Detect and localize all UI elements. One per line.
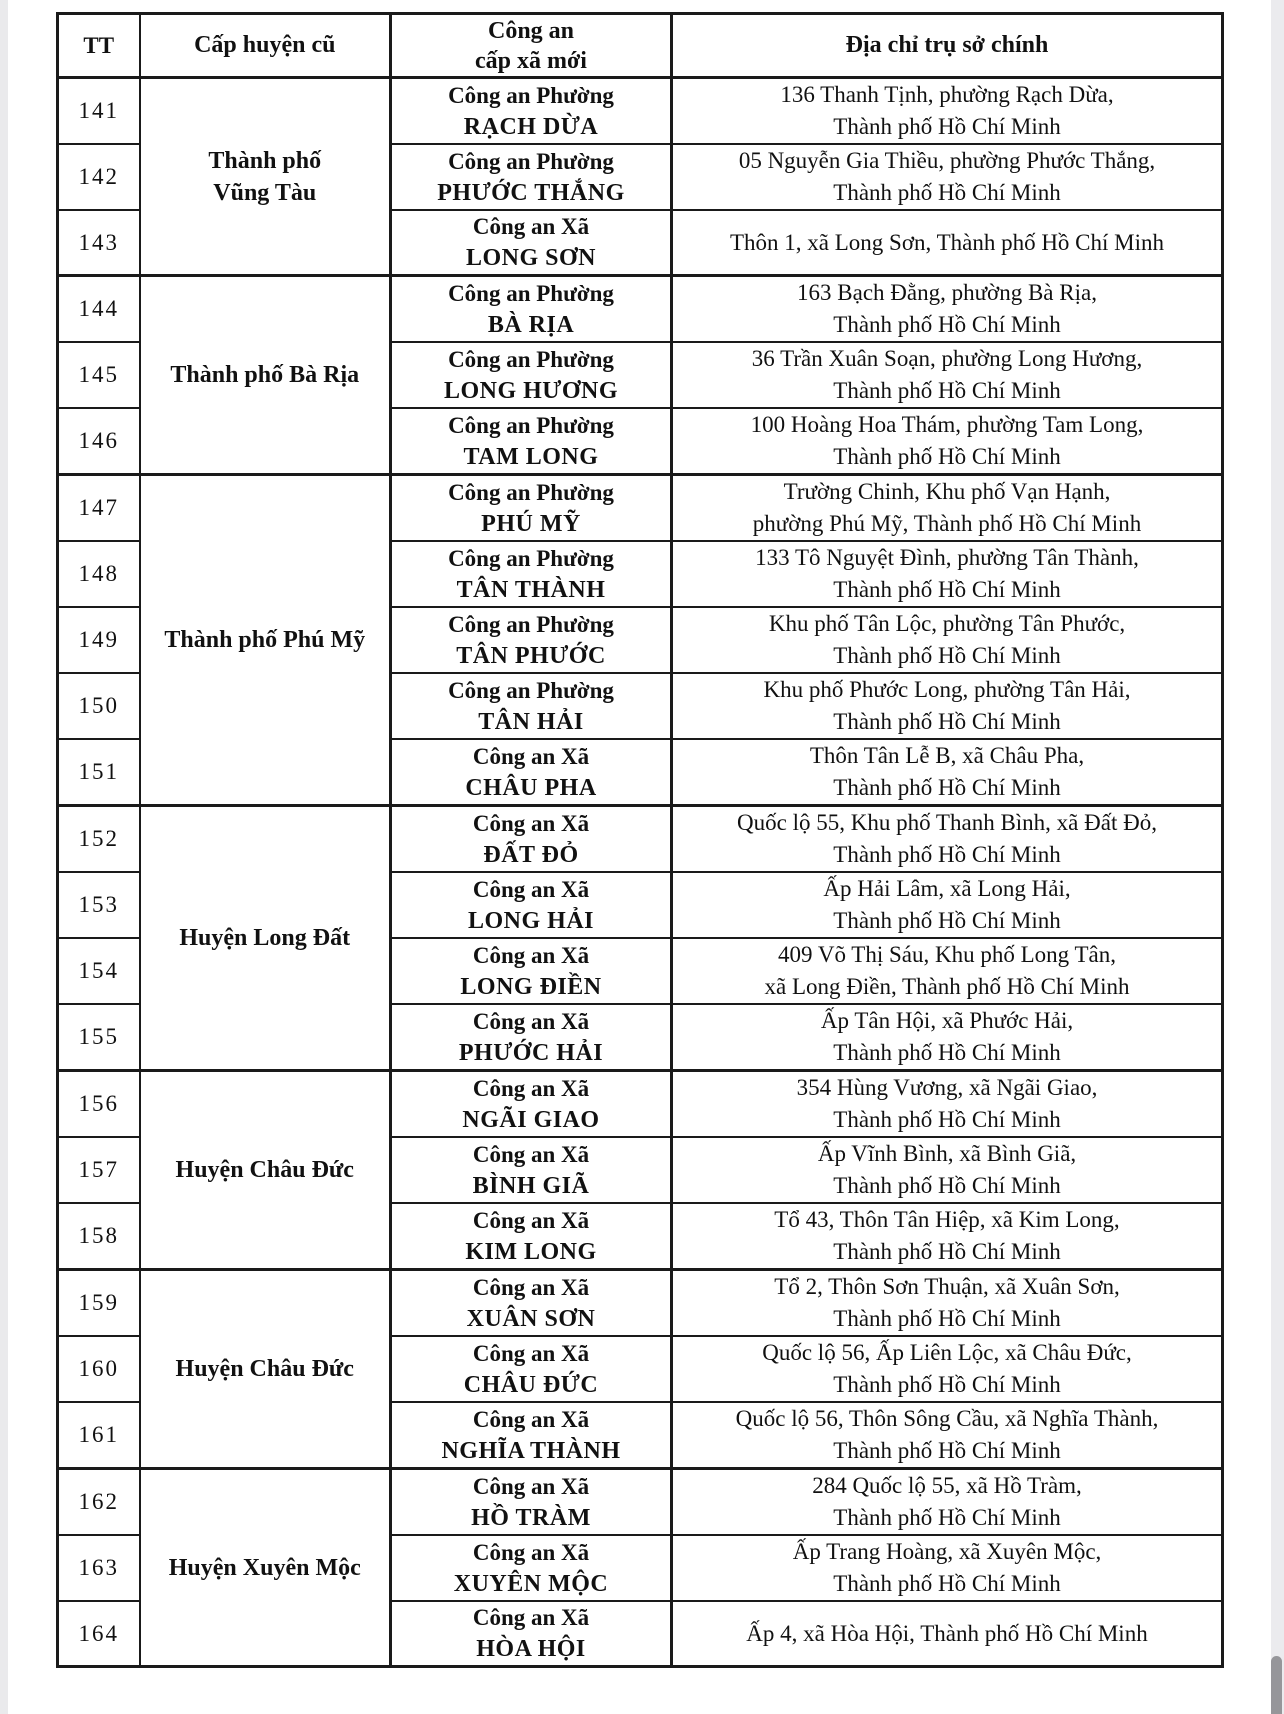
table-container [56,12,1224,1668]
address-cell [672,806,1223,873]
district-cell [140,1469,391,1667]
address-line: Tổ 2, Thôn Sơn Thuận, xã Xuân Sơn, [774,1274,1120,1299]
district-label: Huyện Xuyên Mộc [168,1554,361,1581]
address-line: phường Phú Mỹ, Thành phố Hồ Chí Minh [752,511,1142,536]
unit-type-label: Công an Phường [448,82,614,108]
unit-cell [391,1535,672,1601]
unit-type-label: Công an Xã [472,810,590,836]
unit-name-label: CHÂU ĐỨC [463,1371,599,1398]
unit-type-label: Công an Xã [472,1008,590,1034]
unit-name-label: LONG ĐIỀN [460,973,602,1000]
address-line: 354 Hùng Vương, xã Ngãi Giao, [796,1075,1098,1100]
unit-cell [391,210,672,276]
tt-cell [58,144,140,210]
address-line: Quốc lộ 56, Thôn Sông Cầu, xã Nghĩa Thành, [735,1406,1159,1431]
address-line: Thành phố Hồ Chí Minh [833,114,1061,139]
unit-name-label: TÂN PHƯỚC [456,642,606,669]
address-line: Ấp Vĩnh Bình, xã Bình Giã, [817,1141,1077,1166]
unit-type-label: Công an Xã [472,1406,590,1432]
district-label: Vũng Tàu [213,179,317,206]
address-line: Thành phố Hồ Chí Minh [833,1306,1061,1331]
address-line: Thành phố Hồ Chí Minh [833,1173,1061,1198]
address-line: Thành phố Hồ Chí Minh [833,775,1061,800]
unit-name-label: LONG SƠN [465,245,597,271]
row-number: 150 [78,693,119,718]
district-label: Huyện Châu Đức [175,1157,354,1183]
unit-name-label: ĐẤT ĐỎ [483,841,579,868]
row-number: 158 [78,1223,119,1248]
row-number: 153 [78,892,119,917]
header-cell-unit [391,14,672,78]
address-line: xã Long Điền, Thành phố Hồ Chí Minh [764,974,1130,999]
tt-cell [58,1270,140,1337]
unit-type-label: Công an Phường [448,346,614,372]
row-number: 163 [78,1555,119,1580]
unit-name-label: HÒA HỘI [476,1636,586,1662]
unit-cell [391,408,672,475]
tt-cell [58,1469,140,1536]
address-cell [672,739,1223,806]
unit-name-label: TÂN THÀNH [456,576,606,603]
address-cell [672,938,1223,1004]
unit-type-label: Công an Xã [472,1605,590,1630]
row-number: 148 [78,561,119,586]
address-line: Ấp Trang Hoàng, xã Xuyên Mộc, [792,1539,1102,1564]
district-cell [140,806,391,1071]
address-cell [672,607,1223,673]
tt-cell [58,78,140,145]
table-row [58,1469,1223,1536]
address-cell [672,342,1223,408]
tt-cell [58,872,140,938]
address-cell [672,1336,1223,1402]
row-number: 151 [78,759,119,784]
table-row [58,806,1223,873]
address-cell [672,1469,1223,1536]
unit-type-label: Công an Xã [472,743,590,769]
district-label: Thành phố Bà Rịa [170,362,360,388]
row-number: 145 [78,362,119,387]
unit-type-label: Công an Xã [472,1075,590,1101]
address-cell [672,1071,1223,1138]
address-line: Thôn 1, xã Long Sơn, Thành phố Hồ Chí Minh [729,229,1165,255]
row-number: 164 [78,1620,119,1646]
unit-cell [391,475,672,542]
unit-cell [391,144,672,210]
unit-name-label: TAM LONG [463,443,599,470]
address-cell [672,1203,1223,1270]
unit-cell [391,673,672,739]
header-unit-line-1: Công an [487,17,575,44]
tt-cell [58,1203,140,1270]
scrollbar-track[interactable] [1271,0,1284,1714]
address-line: Khu phố Phước Long, phường Tân Hải, [763,677,1131,702]
unit-name-label: LONG HẢI [467,907,594,934]
address-line: Ấp 4, xã Hòa Hội, Thành phố Hồ Chí Minh [746,1620,1148,1646]
unit-type-label: Công an Phường [448,611,614,637]
unit-type-label: Công an Xã [472,942,590,968]
address-line: Thành phố Hồ Chí Minh [833,312,1061,337]
tt-cell [58,475,140,542]
address-cell [672,541,1223,607]
address-cell [672,408,1223,475]
header-cell-district: Cấp huyện cũ [140,14,391,78]
address-line: Ấp Hải Lâm, xã Long Hải, [823,876,1071,901]
unit-type-label: Công an Phường [448,677,614,703]
address-line: 284 Quốc lộ 55, xã Hồ Tràm, [812,1473,1082,1498]
tt-cell [58,1004,140,1071]
address-line: Thành phố Hồ Chí Minh [833,709,1061,734]
address-line: Quốc lộ 55, Khu phố Thanh Bình, xã Đất Đỏ, [737,810,1157,835]
unit-name-label: TÂN HẢI [478,708,584,735]
unit-cell [391,1203,672,1270]
row-number: 143 [78,229,119,255]
row-number: 159 [78,1290,119,1315]
address-cell [672,475,1223,542]
table-row [58,78,1223,145]
unit-cell [391,541,672,607]
unit-name-label: LONG HƯƠNG [443,377,619,404]
row-number: 156 [78,1091,119,1116]
address-line: Tổ 43, Thôn Tân Hiệp, xã Kim Long, [774,1207,1120,1232]
address-line: Thành phố Hồ Chí Minh [833,643,1061,668]
unit-type-label: Công an Xã [472,1473,590,1499]
tt-cell [58,938,140,1004]
unit-cell [391,342,672,408]
unit-name-label: XUÂN SƠN [466,1305,596,1332]
tt-cell [58,210,140,276]
unit-name-label: PHƯỚC HẢI [458,1039,604,1066]
address-line: Thành phố Hồ Chí Minh [833,1239,1061,1264]
police-units-table [56,12,1224,1668]
unit-cell [391,1402,672,1469]
unit-type-label: Công an Phường [448,148,614,174]
tt-cell [58,1137,140,1203]
district-cell [140,1270,391,1469]
unit-name-label: HỒ TRÀM [471,1504,591,1531]
district-label: Huyện Châu Đức [175,1356,354,1382]
unit-type-label: Công an Xã [472,1274,590,1300]
tt-cell [58,1402,140,1469]
address-line: Thành phố Hồ Chí Minh [833,378,1061,403]
unit-type-label: Công an Phường [448,545,614,571]
unit-name-label: NGÃI GIAO [462,1106,600,1133]
address-cell [672,1137,1223,1203]
tt-cell [58,1601,140,1667]
row-number: 155 [78,1024,119,1049]
address-line: Thành phố Hồ Chí Minh [833,1040,1061,1065]
unit-cell [391,1336,672,1402]
row-number: 162 [78,1489,119,1514]
unit-cell [391,276,672,343]
address-line: Thành phố Hồ Chí Minh [833,1372,1061,1397]
address-line: Khu phố Tân Lộc, phường Tân Phước, [768,611,1126,636]
unit-cell [391,1270,672,1337]
address-cell [672,1270,1223,1337]
address-line: 05 Nguyễn Gia Thiều, phường Phước Thắng, [738,148,1156,173]
unit-type-label: Công an Xã [472,1141,590,1167]
address-line: Thành phố Hồ Chí Minh [833,180,1061,205]
unit-cell [391,938,672,1004]
address-line: Ấp Tân Hội, xã Phước Hải, [820,1008,1074,1033]
address-line: Thành phố Hồ Chí Minh [833,577,1061,602]
unit-name-label: BÀ RỊA [487,311,575,338]
address-line: Thành phố Hồ Chí Minh [833,908,1061,933]
address-line: 163 Bạch Đằng, phường Bà Rịa, [797,280,1097,305]
tt-cell [58,1535,140,1601]
address-line: Trường Chinh, Khu phố Vạn Hạnh, [783,479,1111,504]
unit-name-label: XUYÊN MỘC [453,1570,609,1597]
tt-cell [58,739,140,806]
address-line: 409 Võ Thị Sáu, Khu phố Long Tân, [778,942,1116,967]
tt-cell [58,541,140,607]
unit-cell [391,806,672,873]
header-cell-address: Địa chỉ trụ sở chính [672,14,1223,78]
header-row [58,14,1223,78]
unit-name-label: RẠCH DỪA [463,113,599,140]
unit-type-label: Công an Xã [472,1207,590,1233]
unit-name-label: PHƯỚC THẮNG [437,179,625,206]
address-line: 133 Tô Nguyệt Đình, phường Tân Thành, [755,545,1139,570]
address-line: Quốc lộ 56, Ấp Liên Lộc, xã Châu Đức, [762,1340,1132,1365]
page-left-edge [0,0,8,1714]
address-cell [672,1004,1223,1071]
unit-cell [391,1469,672,1536]
unit-name-label: PHÚ MỸ [481,510,581,537]
unit-cell [391,739,672,806]
district-cell [140,1071,391,1270]
row-number: 160 [78,1356,119,1381]
row-number: 154 [78,958,119,983]
table-row [58,475,1223,542]
address-line: Thôn Tân Lễ B, xã Châu Pha, [809,743,1085,768]
address-line: Thành phố Hồ Chí Minh [833,1107,1061,1132]
unit-cell [391,1071,672,1138]
tt-cell [58,673,140,739]
address-line: 36 Trần Xuân Soạn, phường Long Hương, [751,346,1143,371]
unit-cell [391,607,672,673]
district-label: Thành phố Phú Mỹ [164,627,366,653]
unit-type-label: Công an Phường [448,280,614,306]
tt-cell [58,607,140,673]
address-line: Thành phố Hồ Chí Minh [833,1438,1061,1463]
unit-name-label: CHÂU PHA [465,774,597,801]
row-number: 149 [78,627,119,652]
address-cell [672,210,1223,276]
row-number: 152 [78,826,119,851]
unit-name-label: NGHĨA THÀNH [441,1437,621,1464]
unit-type-label: Công an Phường [448,479,614,505]
district-cell [140,78,391,276]
address-line: Thành phố Hồ Chí Minh [833,444,1061,469]
address-cell [672,1535,1223,1601]
district-label: Huyện Long Đất [179,925,351,951]
tt-cell [58,806,140,873]
unit-type-label: Công an Xã [472,214,590,239]
tt-cell [58,342,140,408]
unit-type-label: Công an Xã [472,876,590,902]
unit-cell [391,1137,672,1203]
tt-cell [58,1336,140,1402]
row-number: 161 [78,1422,119,1447]
tt-cell [58,408,140,475]
row-number: 157 [78,1157,119,1182]
address-cell [672,144,1223,210]
row-number: 142 [78,164,119,189]
tt-cell [58,276,140,343]
row-number: 144 [78,296,119,321]
district-label: Thành phố [208,147,322,174]
row-number: 147 [78,495,119,520]
district-cell [140,276,391,475]
unit-name-label: BÌNH GIÃ [472,1172,590,1199]
unit-cell [391,872,672,938]
table-row [58,276,1223,343]
row-number: 146 [78,428,119,453]
unit-cell [391,78,672,145]
address-line: Thành phố Hồ Chí Minh [833,842,1061,867]
address-line: Thành phố Hồ Chí Minh [833,1571,1061,1596]
scrollbar-thumb[interactable] [1271,1656,1282,1714]
address-line: 100 Hoàng Hoa Thám, phường Tam Long, [750,412,1144,437]
header-unit-line-2: cấp xã mới [475,47,587,74]
address-line: 136 Thanh Tịnh, phường Rạch Dừa, [780,82,1114,107]
table-row [58,1270,1223,1337]
address-cell [672,78,1223,145]
address-cell [672,1601,1223,1667]
tt-cell [58,1071,140,1138]
address-cell [672,1402,1223,1469]
district-cell [140,475,391,806]
unit-type-label: Công an Xã [472,1539,590,1565]
unit-type-label: Công an Phường [448,412,614,438]
unit-name-label: KIM LONG [465,1238,597,1265]
unit-cell [391,1601,672,1667]
header-cell-tt: TT [58,14,140,78]
unit-type-label: Công an Xã [472,1340,590,1366]
table-row [58,1071,1223,1138]
address-line: Thành phố Hồ Chí Minh [833,1505,1061,1530]
unit-cell [391,1004,672,1071]
row-number: 141 [78,98,119,123]
address-cell [672,276,1223,343]
address-cell [672,872,1223,938]
address-cell [672,673,1223,739]
